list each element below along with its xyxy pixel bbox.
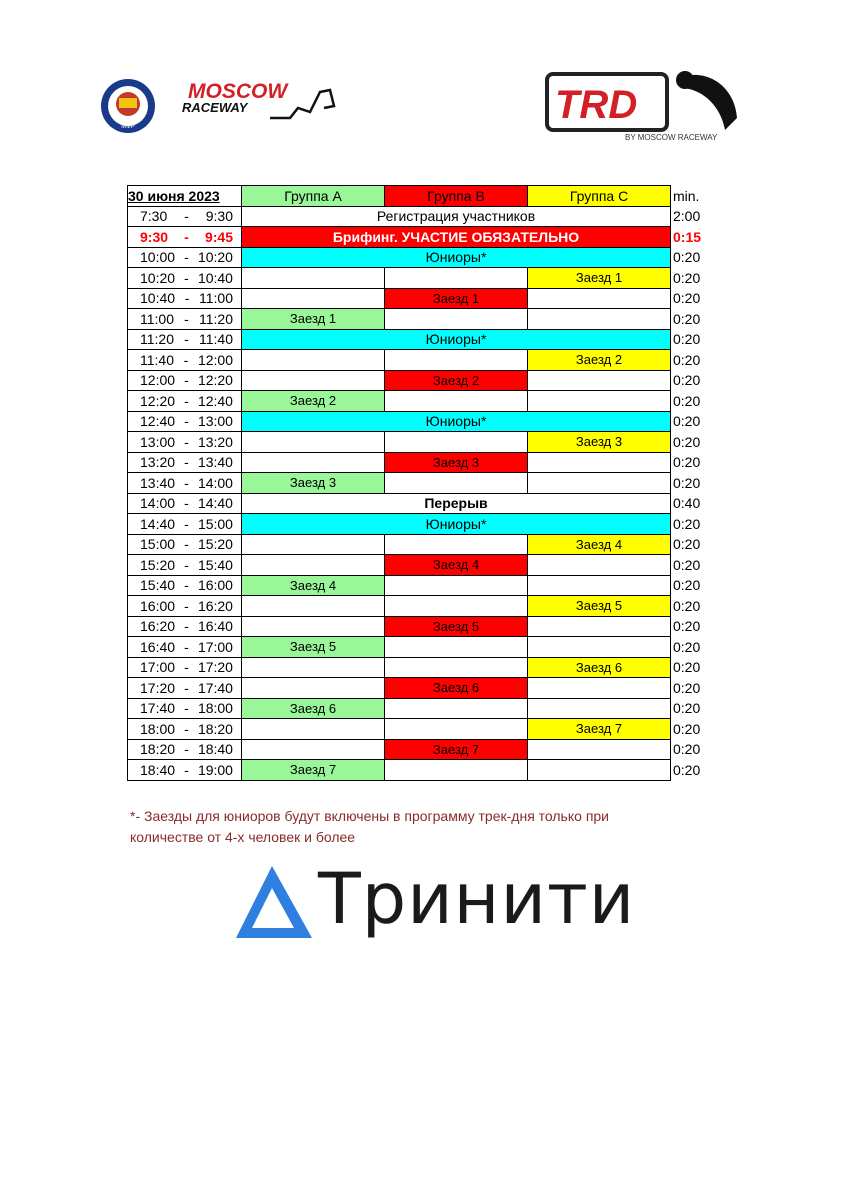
table-row — [128, 616, 711, 637]
table-row — [128, 555, 711, 576]
empty-cell — [528, 555, 671, 576]
time-start: 9:30 — [140, 228, 169, 245]
table-row — [128, 268, 711, 289]
empty-cell — [242, 370, 385, 391]
duration-cell: 0:20 — [673, 372, 701, 389]
group-a-session: Заезд 7 — [242, 760, 385, 781]
empty-cell — [528, 616, 671, 637]
duration-cell: 0:20 — [673, 331, 701, 348]
time-cell: 16:20 - 16:40 — [128, 616, 242, 637]
svg-text:BY MOSCOW RACEWAY: BY MOSCOW RACEWAY — [625, 133, 718, 142]
group-b-session: Заезд 7 — [385, 739, 528, 760]
time-cell: 14:40 - 15:00 — [128, 514, 242, 535]
empty-cell — [528, 370, 671, 391]
time-cell: 7:30 - 9:30 — [128, 206, 242, 227]
empty-cell — [528, 575, 671, 596]
time-start: 18:40 — [140, 761, 176, 778]
time-cell: 18:40 - 19:00 — [128, 760, 242, 781]
time-cell: 10:00 - 10:20 — [128, 247, 242, 268]
duration-cell: 0:20 — [673, 618, 701, 635]
time-start: 13:40 — [140, 474, 176, 491]
empty-cell — [242, 616, 385, 637]
time-start: 11:40 — [140, 351, 174, 368]
briefing-row — [128, 227, 711, 248]
duration-cell: 0:20 — [673, 679, 701, 696]
mfr-logo — [100, 78, 156, 134]
table-header-row — [128, 186, 711, 207]
empty-cell — [385, 391, 528, 412]
empty-cell — [385, 719, 528, 740]
time-start: 7:30 — [140, 208, 168, 225]
empty-cell — [385, 309, 528, 330]
time-end: 13:00 — [197, 413, 233, 430]
group-b-session: Заезд 5 — [385, 616, 528, 637]
group-c-session: Заезд 7 — [528, 719, 671, 740]
empty-cell — [242, 268, 385, 289]
empty-cell — [242, 432, 385, 453]
time-start: 11:20 — [140, 331, 174, 348]
empty-cell — [385, 657, 528, 678]
juniors-footnote — [130, 806, 690, 848]
duration-cell: 0:20 — [673, 413, 701, 430]
table-row — [128, 309, 711, 330]
briefing-label: Брифинг. УЧАСТИЕ ОБЯЗАТЕЛЬНО — [242, 227, 671, 248]
empty-cell — [385, 760, 528, 781]
time-start: 12:00 — [140, 372, 176, 389]
table-row — [128, 534, 711, 555]
time-end: 10:40 — [197, 269, 233, 286]
group-c-session: Заезд 5 — [528, 596, 671, 617]
time-start: 10:40 — [140, 290, 176, 307]
empty-cell — [528, 739, 671, 760]
trinity-logo-text: Тринити — [318, 858, 636, 940]
duration-cell: 0:20 — [673, 249, 701, 266]
duration-cell: 0:20 — [673, 351, 701, 368]
footnote-line-1: *- Заезды для юниоров будут включены в программу трек-дня только при — [130, 808, 610, 824]
schedule-table — [127, 185, 711, 781]
date-header: 30 июня 2023 — [128, 186, 242, 207]
time-cell: 17:40 - 18:00 — [128, 698, 242, 719]
registration-row — [128, 206, 711, 227]
duration-cell: 0:20 — [673, 577, 701, 594]
time-cell: 12:20 - 12:40 — [128, 391, 242, 412]
group-b-session: Заезд 2 — [385, 370, 528, 391]
empty-cell — [385, 473, 528, 494]
time-start: 13:00 — [140, 433, 176, 450]
table-row — [128, 350, 711, 371]
group-c-session: Заезд 1 — [528, 268, 671, 289]
svg-text:MOSCOW: MOSCOW — [188, 80, 288, 103]
time-end: 18:40 — [197, 741, 233, 758]
table-row — [128, 473, 711, 494]
table-row — [128, 657, 711, 678]
table-row — [128, 760, 711, 781]
duration-cell: 0:20 — [673, 659, 701, 676]
group-c-session: Заезд 6 — [528, 657, 671, 678]
group-a-session: Заезд 4 — [242, 575, 385, 596]
time-end: 9:30 — [205, 208, 233, 225]
time-cell: 17:20 - 17:40 — [128, 678, 242, 699]
table-row — [128, 247, 711, 268]
time-end: 12:40 — [197, 392, 233, 409]
empty-cell — [385, 534, 528, 555]
empty-cell — [385, 350, 528, 371]
duration-cell: 0:20 — [673, 269, 701, 286]
time-start: 16:20 — [140, 618, 176, 635]
table-row — [128, 288, 711, 309]
time-end: 11:20 — [198, 310, 233, 327]
min-header: min. — [673, 187, 700, 204]
empty-cell — [528, 760, 671, 781]
duration-cell: 0:20 — [673, 597, 701, 614]
time-end: 11:00 — [199, 290, 233, 307]
trd-logo — [545, 68, 745, 144]
time-cell: 17:00 - 17:20 — [128, 657, 242, 678]
time-end: 19:00 — [197, 761, 233, 778]
empty-cell — [242, 719, 385, 740]
time-start: 17:40 — [140, 700, 176, 717]
time-start: 13:20 — [140, 454, 176, 471]
duration-cell: 2:00 — [673, 208, 701, 225]
time-cell: 12:40 - 13:00 — [128, 411, 242, 432]
time-end: 13:40 — [197, 454, 233, 471]
time-start: 15:00 — [140, 536, 176, 553]
duration-cell: 0:20 — [673, 454, 701, 471]
empty-cell — [242, 596, 385, 617]
table-row — [128, 514, 711, 535]
table-row — [128, 596, 711, 617]
time-end: 13:20 — [197, 433, 233, 450]
table-row — [128, 678, 711, 699]
time-cell: 10:40 - 11:00 — [128, 288, 242, 309]
group-c-header: Группа С — [528, 186, 671, 207]
time-start: 17:20 — [140, 679, 176, 696]
duration-cell: 0:20 — [673, 761, 701, 778]
empty-cell — [385, 637, 528, 658]
time-cell: 15:00 - 15:20 — [128, 534, 242, 555]
time-start: 17:00 — [140, 659, 176, 676]
time-end: 17:40 — [197, 679, 233, 696]
svg-text:МФР: МФР — [121, 124, 135, 130]
footnote-line-2: количестве от 4-х человек и более — [130, 829, 356, 845]
table-row — [128, 719, 711, 740]
table-row — [128, 391, 711, 412]
break-label: Перерыв — [242, 493, 671, 514]
group-c-session: Заезд 4 — [528, 534, 671, 555]
empty-cell — [385, 596, 528, 617]
empty-cell — [528, 678, 671, 699]
empty-cell — [385, 268, 528, 289]
empty-cell — [242, 534, 385, 555]
table-row — [128, 575, 711, 596]
table-row — [128, 739, 711, 760]
empty-cell — [242, 288, 385, 309]
empty-cell — [528, 309, 671, 330]
group-a-session: Заезд 3 — [242, 473, 385, 494]
time-start: 18:00 — [140, 720, 176, 737]
group-b-header: Группа В — [385, 186, 528, 207]
duration-cell: 0:20 — [673, 720, 701, 737]
time-cell: 13:40 - 14:00 — [128, 473, 242, 494]
table-row — [128, 698, 711, 719]
group-b-session: Заезд 3 — [385, 452, 528, 473]
time-start: 14:40 — [140, 515, 176, 532]
time-end: 16:40 — [197, 618, 233, 635]
time-end: 15:00 — [197, 515, 233, 532]
time-cell: 18:20 - 18:40 — [128, 739, 242, 760]
group-a-session: Заезд 5 — [242, 637, 385, 658]
empty-cell — [242, 555, 385, 576]
time-cell: 16:40 - 17:00 — [128, 637, 242, 658]
time-start: 10:00 — [140, 249, 176, 266]
empty-cell — [528, 637, 671, 658]
group-a-session: Заезд 6 — [242, 698, 385, 719]
time-start: 14:00 — [140, 495, 176, 512]
table-row — [128, 411, 711, 432]
duration-cell: 0:20 — [673, 433, 701, 450]
empty-cell — [528, 452, 671, 473]
time-end: 14:40 — [197, 495, 233, 512]
time-cell: 11:00 - 11:20 — [128, 309, 242, 330]
duration-cell: 0:20 — [673, 556, 701, 573]
table-row — [128, 432, 711, 453]
time-cell: 15:20 - 15:40 — [128, 555, 242, 576]
time-start: 11:00 — [140, 310, 174, 327]
time-end: 15:40 — [197, 556, 233, 573]
time-cell: 15:40 - 16:00 — [128, 575, 242, 596]
time-cell: 11:40 - 12:00 — [128, 350, 242, 371]
table-row — [128, 370, 711, 391]
time-end: 18:00 — [197, 700, 233, 717]
moscow-raceway-logo — [180, 78, 340, 124]
juniors-session: Юниоры* — [242, 329, 671, 350]
empty-cell — [385, 575, 528, 596]
time-cell: 12:00 - 12:20 — [128, 370, 242, 391]
group-a-session: Заезд 2 — [242, 391, 385, 412]
time-cell: 9:30 - 9:45 — [128, 227, 242, 248]
table-row — [128, 329, 711, 350]
svg-text:TRD: TRD — [555, 83, 638, 127]
juniors-session: Юниоры* — [242, 411, 671, 432]
time-start: 16:40 — [140, 638, 176, 655]
time-end: 12:00 — [197, 351, 233, 368]
duration-cell: 0:20 — [673, 290, 701, 307]
duration-cell: 0:20 — [673, 474, 701, 491]
time-end: 14:00 — [197, 474, 233, 491]
duration-cell: 0:20 — [673, 310, 701, 327]
svg-text:RACEWAY: RACEWAY — [182, 100, 248, 115]
time-end: 17:20 — [197, 659, 233, 676]
table-row — [128, 637, 711, 658]
time-cell: 10:20 - 10:40 — [128, 268, 242, 289]
duration-cell: 0:20 — [673, 536, 701, 553]
juniors-session: Юниоры* — [242, 514, 671, 535]
time-start: 12:40 — [140, 413, 176, 430]
time-end: 16:20 — [197, 597, 233, 614]
time-end: 16:00 — [197, 577, 233, 594]
empty-cell — [242, 657, 385, 678]
empty-cell — [385, 432, 528, 453]
empty-cell — [528, 391, 671, 412]
time-end: 15:20 — [197, 536, 233, 553]
duration-cell: 0:20 — [673, 515, 701, 532]
empty-cell — [385, 698, 528, 719]
duration-cell: 0:20 — [673, 392, 701, 409]
juniors-session: Юниоры* — [242, 247, 671, 268]
registration-label: Регистрация участников — [242, 206, 671, 227]
empty-cell — [242, 350, 385, 371]
time-cell: 14:00 - 14:40 — [128, 493, 242, 514]
time-cell: 16:00 - 16:20 — [128, 596, 242, 617]
time-start: 16:00 — [140, 597, 176, 614]
duration-cell: 0:40 — [673, 495, 701, 512]
time-cell: 13:20 - 13:40 — [128, 452, 242, 473]
empty-cell — [242, 678, 385, 699]
duration-cell: 0:20 — [673, 741, 701, 758]
time-end: 17:00 — [197, 638, 233, 655]
time-start: 15:20 — [140, 556, 176, 573]
group-b-session: Заезд 6 — [385, 678, 528, 699]
time-start: 18:20 — [140, 741, 176, 758]
group-b-session: Заезд 1 — [385, 288, 528, 309]
duration-cell: 0:20 — [673, 638, 701, 655]
group-a-header: Группа А — [242, 186, 385, 207]
time-cell: 18:00 - 18:20 — [128, 719, 242, 740]
time-end: 12:20 — [197, 372, 233, 389]
empty-cell — [528, 698, 671, 719]
empty-cell — [242, 739, 385, 760]
group-b-session: Заезд 4 — [385, 555, 528, 576]
time-end: 11:40 — [198, 331, 233, 348]
time-end: 18:20 — [197, 720, 233, 737]
duration-cell: 0:15 — [673, 228, 702, 245]
group-a-session: Заезд 1 — [242, 309, 385, 330]
table-row — [128, 452, 711, 473]
group-c-session: Заезд 3 — [528, 432, 671, 453]
time-cell: 11:20 - 11:40 — [128, 329, 242, 350]
empty-cell — [242, 452, 385, 473]
duration-cell: 0:20 — [673, 700, 701, 717]
time-end: 9:45 — [204, 228, 233, 245]
table-row — [128, 493, 711, 514]
empty-cell — [528, 473, 671, 494]
time-start: 10:20 — [140, 269, 176, 286]
time-end: 10:20 — [197, 249, 233, 266]
empty-cell — [528, 288, 671, 309]
time-start: 12:20 — [140, 392, 176, 409]
time-start: 15:40 — [140, 577, 176, 594]
group-c-session: Заезд 2 — [528, 350, 671, 371]
time-cell: 13:00 - 13:20 — [128, 432, 242, 453]
